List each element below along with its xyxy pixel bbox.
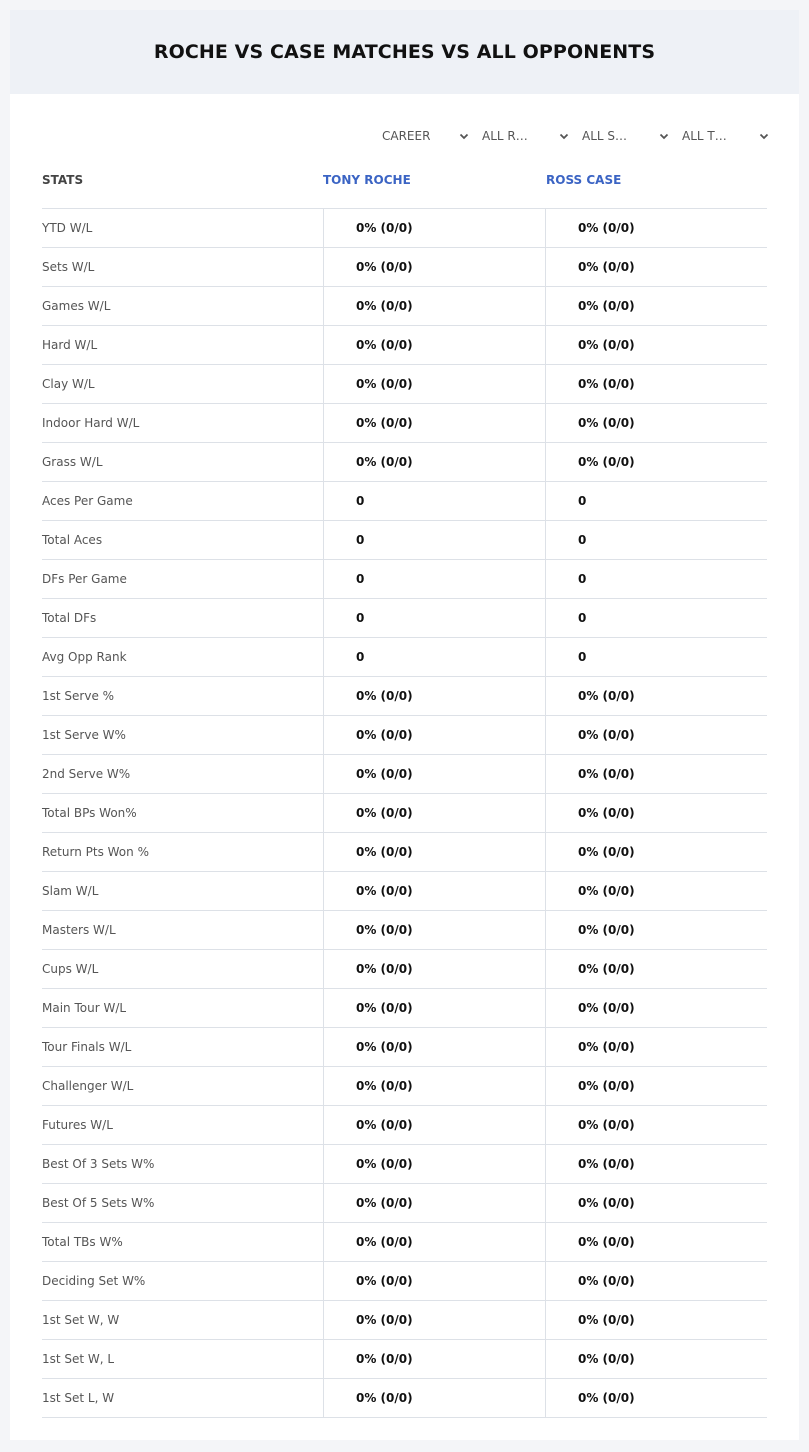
player1-value: 0% (0/0) bbox=[323, 1145, 545, 1183]
stat-label: 1st Serve % bbox=[42, 689, 115, 703]
table-row bbox=[42, 989, 767, 1028]
filter-round-value: ALL R… bbox=[482, 129, 528, 143]
player1-value: 0 bbox=[323, 638, 545, 676]
table-row bbox=[42, 287, 767, 326]
player2-value: 0 bbox=[545, 482, 767, 520]
stat-label: Indoor Hard W/L bbox=[42, 416, 140, 430]
player2-value: 0% (0/0) bbox=[545, 1340, 767, 1378]
stat-label: Total TBs W% bbox=[42, 1235, 123, 1249]
player1-value: 0 bbox=[323, 560, 545, 598]
player2-value: 0 bbox=[545, 599, 767, 637]
filter-period-value: CAREER bbox=[382, 129, 431, 143]
table-row bbox=[42, 404, 767, 443]
player2-value: 0% (0/0) bbox=[545, 443, 767, 481]
player1-value: 0% (0/0) bbox=[323, 287, 545, 325]
player2-value: 0% (0/0) bbox=[545, 1379, 767, 1417]
table-row bbox=[42, 638, 767, 677]
player2-link[interactable]: ROSS CASE bbox=[546, 173, 622, 187]
table-row bbox=[42, 1301, 767, 1340]
player1-value: 0% (0/0) bbox=[323, 365, 545, 403]
stat-label: Sets W/L bbox=[42, 260, 95, 274]
player2-value: 0% (0/0) bbox=[545, 1262, 767, 1300]
player2-value: 0% (0/0) bbox=[545, 716, 767, 754]
table-row bbox=[42, 1223, 767, 1262]
table-row bbox=[42, 365, 767, 404]
player1-value: 0% (0/0) bbox=[323, 1067, 545, 1105]
player1-value: 0% (0/0) bbox=[323, 1028, 545, 1066]
player1-value: 0% (0/0) bbox=[323, 1184, 545, 1222]
table-row bbox=[42, 716, 767, 755]
table-row bbox=[42, 1067, 767, 1106]
player2-value: 0% (0/0) bbox=[545, 755, 767, 793]
player1-value: 0% (0/0) bbox=[323, 911, 545, 949]
table-row bbox=[42, 599, 767, 638]
stat-label: Best Of 5 Sets W% bbox=[42, 1196, 155, 1210]
table-row bbox=[42, 443, 767, 482]
player2-value: 0% (0/0) bbox=[545, 1067, 767, 1105]
chevron-down-icon bbox=[558, 130, 570, 142]
player1-value: 0 bbox=[323, 599, 545, 637]
player2-value: 0% (0/0) bbox=[545, 248, 767, 286]
stat-label: Total BPs Won% bbox=[42, 806, 137, 820]
filter-tournament-value: ALL T… bbox=[682, 129, 727, 143]
player1-value: 0% (0/0) bbox=[323, 794, 545, 832]
player1-value: 0% (0/0) bbox=[323, 443, 545, 481]
player1-value: 0% (0/0) bbox=[323, 326, 545, 364]
player2-value: 0% (0/0) bbox=[545, 1106, 767, 1144]
player2-value: 0% (0/0) bbox=[545, 950, 767, 988]
table-row bbox=[42, 248, 767, 287]
player1-value: 0% (0/0) bbox=[323, 716, 545, 754]
player1-value: 0% (0/0) bbox=[323, 1262, 545, 1300]
filter-surface-select[interactable] bbox=[582, 126, 670, 146]
page-title: ROCHE VS CASE MATCHES VS ALL OPPONENTS bbox=[153, 41, 656, 63]
filter-bar bbox=[382, 126, 768, 146]
table-row bbox=[42, 1184, 767, 1223]
player2-value: 0% (0/0) bbox=[545, 365, 767, 403]
player1-value: 0 bbox=[323, 521, 545, 559]
chevron-down-icon bbox=[458, 130, 470, 142]
table-row bbox=[42, 833, 767, 872]
stat-label: Cups W/L bbox=[42, 962, 99, 976]
player2-value: 0% (0/0) bbox=[545, 794, 767, 832]
player2-value: 0 bbox=[545, 560, 767, 598]
stat-label: DFs Per Game bbox=[42, 572, 127, 586]
player2-value: 0% (0/0) bbox=[545, 404, 767, 442]
stat-label: Main Tour W/L bbox=[42, 1001, 127, 1015]
table-row bbox=[42, 326, 767, 365]
stat-label: Avg Opp Rank bbox=[42, 650, 127, 664]
stat-label: Games W/L bbox=[42, 299, 111, 313]
stat-label: 1st Set L, W bbox=[42, 1391, 115, 1405]
table-header bbox=[42, 170, 767, 208]
player2-value: 0% (0/0) bbox=[545, 911, 767, 949]
table-row bbox=[42, 1340, 767, 1379]
player1-value: 0% (0/0) bbox=[323, 1301, 545, 1339]
table-row bbox=[42, 794, 767, 833]
table-row bbox=[42, 755, 767, 794]
stat-label: Futures W/L bbox=[42, 1118, 113, 1132]
player2-value: 0 bbox=[545, 521, 767, 559]
stat-label: Aces Per Game bbox=[42, 494, 133, 508]
stat-label: Masters W/L bbox=[42, 923, 116, 937]
player2-value: 0% (0/0) bbox=[545, 989, 767, 1027]
table-row bbox=[42, 872, 767, 911]
player2-value: 0 bbox=[545, 638, 767, 676]
stat-label: 1st Serve W% bbox=[42, 728, 126, 742]
player1-link[interactable]: TONY ROCHE bbox=[323, 173, 411, 187]
chevron-down-icon bbox=[758, 130, 770, 142]
table-row bbox=[42, 521, 767, 560]
table-row bbox=[42, 911, 767, 950]
player2-value: 0% (0/0) bbox=[545, 326, 767, 364]
player1-value: 0% (0/0) bbox=[323, 1379, 545, 1417]
player2-value: 0% (0/0) bbox=[545, 209, 767, 247]
stat-label: 2nd Serve W% bbox=[42, 767, 131, 781]
stat-label: Deciding Set W% bbox=[42, 1274, 146, 1288]
stat-label: Best Of 3 Sets W% bbox=[42, 1157, 155, 1171]
chevron-down-icon bbox=[658, 130, 670, 142]
player1-value: 0% (0/0) bbox=[323, 833, 545, 871]
stat-label: Hard W/L bbox=[42, 338, 98, 352]
player1-value: 0% (0/0) bbox=[323, 677, 545, 715]
player2-value: 0% (0/0) bbox=[545, 677, 767, 715]
filter-round-select[interactable] bbox=[482, 126, 570, 146]
stats-card bbox=[10, 10, 799, 1440]
table-row bbox=[42, 560, 767, 599]
table-row bbox=[42, 677, 767, 716]
player1-value: 0% (0/0) bbox=[323, 755, 545, 793]
player2-value: 0% (0/0) bbox=[545, 1145, 767, 1183]
table-row bbox=[42, 482, 767, 521]
filter-period-select[interactable] bbox=[382, 126, 470, 146]
player1-value: 0% (0/0) bbox=[323, 989, 545, 1027]
stat-label: Slam W/L bbox=[42, 884, 99, 898]
stat-label: 1st Set W, W bbox=[42, 1313, 120, 1327]
filter-surface-value: ALL S… bbox=[582, 129, 628, 143]
player1-value: 0% (0/0) bbox=[323, 209, 545, 247]
player2-value: 0% (0/0) bbox=[545, 1301, 767, 1339]
stat-label: Tour Finals W/L bbox=[42, 1040, 132, 1054]
stats-table bbox=[42, 208, 767, 1418]
table-row bbox=[42, 1028, 767, 1067]
player2-value: 0% (0/0) bbox=[545, 287, 767, 325]
player2-value: 0% (0/0) bbox=[545, 1184, 767, 1222]
stat-label: 1st Set W, L bbox=[42, 1352, 115, 1366]
player2-value: 0% (0/0) bbox=[545, 1028, 767, 1066]
stat-label: YTD W/L bbox=[42, 221, 93, 235]
filter-tournament-select[interactable] bbox=[682, 126, 770, 146]
card-header bbox=[10, 10, 799, 94]
player1-value: 0% (0/0) bbox=[323, 404, 545, 442]
player2-value: 0% (0/0) bbox=[545, 833, 767, 871]
table-row bbox=[42, 1262, 767, 1301]
stat-label: Return Pts Won % bbox=[42, 845, 149, 859]
stat-label: Clay W/L bbox=[42, 377, 95, 391]
player2-value: 0% (0/0) bbox=[545, 872, 767, 910]
player1-value: 0% (0/0) bbox=[323, 1340, 545, 1378]
player1-value: 0 bbox=[323, 482, 545, 520]
player1-value: 0% (0/0) bbox=[323, 1106, 545, 1144]
player1-value: 0% (0/0) bbox=[323, 248, 545, 286]
table-row bbox=[42, 950, 767, 989]
stat-label: Grass W/L bbox=[42, 455, 103, 469]
table-row bbox=[42, 1379, 767, 1418]
stat-label: Total DFs bbox=[42, 611, 97, 625]
player1-value: 0% (0/0) bbox=[323, 950, 545, 988]
column-header-stats: STATS bbox=[42, 173, 84, 187]
player2-value: 0% (0/0) bbox=[545, 1223, 767, 1261]
stat-label: Challenger W/L bbox=[42, 1079, 134, 1093]
table-row bbox=[42, 209, 767, 248]
table-row bbox=[42, 1106, 767, 1145]
table-row bbox=[42, 1145, 767, 1184]
player1-value: 0% (0/0) bbox=[323, 872, 545, 910]
stat-label: Total Aces bbox=[42, 533, 103, 547]
player1-value: 0% (0/0) bbox=[323, 1223, 545, 1261]
